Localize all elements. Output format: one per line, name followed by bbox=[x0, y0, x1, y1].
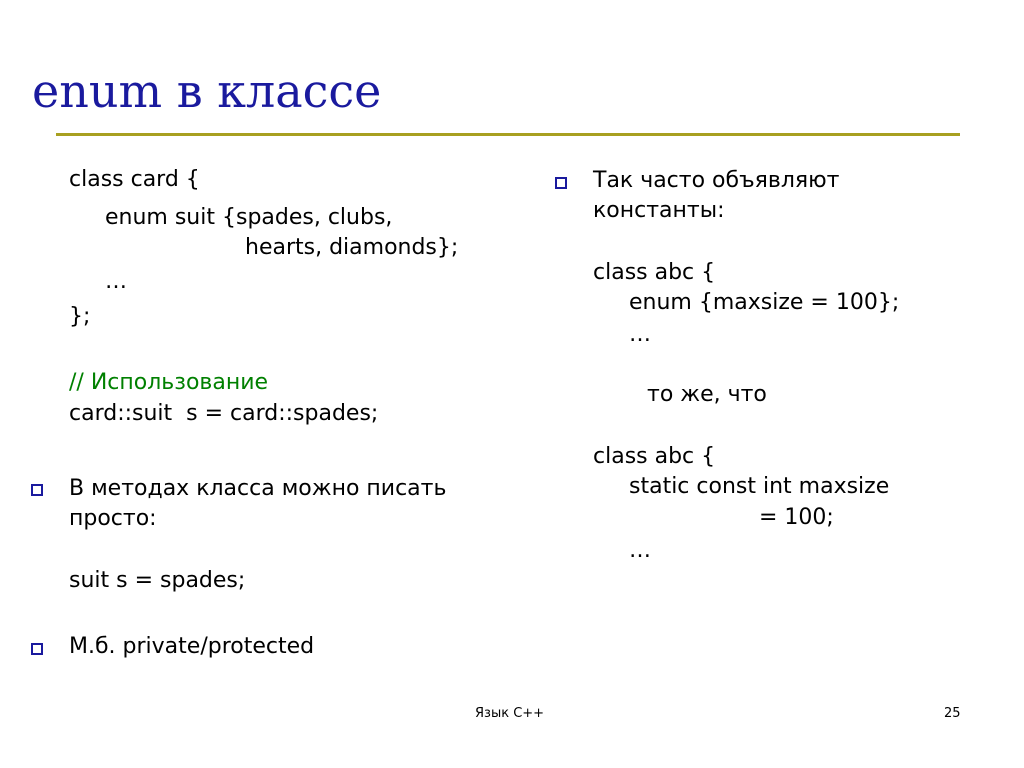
slide-title: enum в классе bbox=[32, 64, 382, 118]
page-number: 25 bbox=[944, 706, 961, 721]
bullet-text: просто: bbox=[69, 506, 157, 531]
same-as-text: то же, что bbox=[647, 382, 767, 407]
bullet-text: Так часто объявляют bbox=[593, 168, 840, 193]
code-line: enum suit {spades, clubs, bbox=[105, 205, 393, 230]
usage-comment: // Использование bbox=[69, 370, 269, 395]
code-line: }; bbox=[69, 304, 91, 329]
code-line: = 100; bbox=[759, 505, 834, 530]
code-line: … bbox=[629, 322, 651, 347]
code-line: … bbox=[629, 538, 651, 563]
code-line: enum {maxsize = 100}; bbox=[629, 290, 900, 315]
code-line: … bbox=[105, 269, 127, 294]
code-line: static const int maxsize bbox=[629, 474, 890, 499]
code-line: class abc { bbox=[593, 260, 716, 285]
bullet-text: константы: bbox=[593, 198, 725, 223]
bullet-code: suit s = spades; bbox=[69, 568, 246, 593]
code-line: class card { bbox=[69, 167, 200, 192]
title-underline bbox=[56, 133, 960, 136]
square-bullet-icon bbox=[555, 177, 567, 189]
code-line: hearts, diamonds}; bbox=[245, 235, 459, 260]
bullet-text: М.б. private/protected bbox=[69, 634, 315, 659]
square-bullet-icon bbox=[31, 643, 43, 655]
code-line: class abc { bbox=[593, 444, 716, 469]
square-bullet-icon bbox=[31, 484, 43, 496]
bullet-text: В методах класса можно писать bbox=[69, 476, 447, 501]
footer-text: Язык С++ bbox=[475, 706, 545, 721]
usage-code: card::suit s = card::spades; bbox=[69, 401, 379, 426]
